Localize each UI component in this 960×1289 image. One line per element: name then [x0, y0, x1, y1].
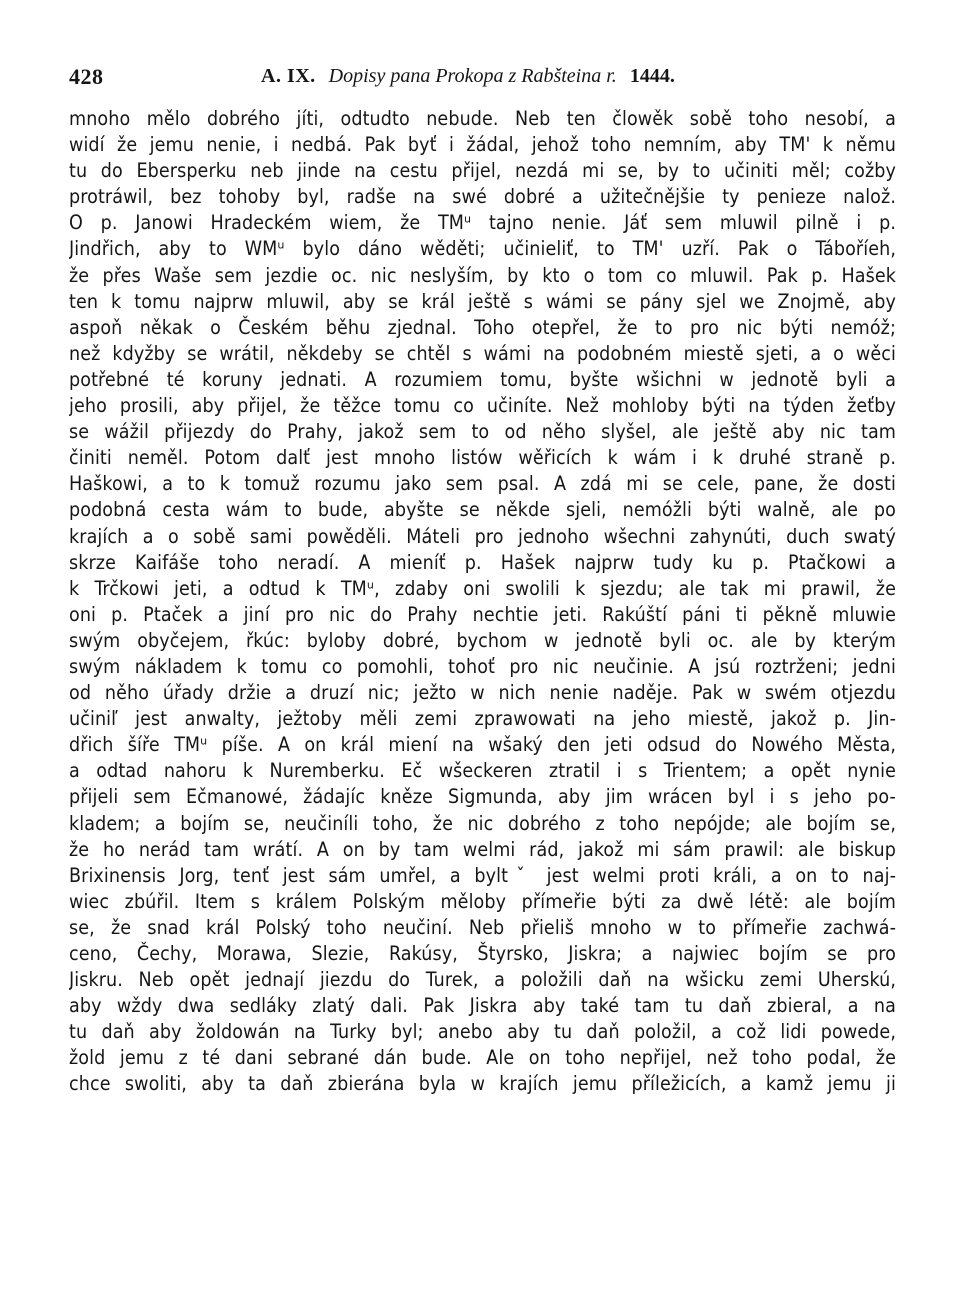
text-line: kladem; a bojím se, neučiníli toho, že nic dobrého z toho nepójde; ale bojím se, — [69, 811, 896, 835]
text-line: potřebné té koruny jednati. A rozumiem tomu, byšte wšichni w jednotě byli a — [69, 367, 896, 391]
text-line: podobná cesta wám to bude, abyšte se někde sjeli, nemóžli býti walně, ale po — [69, 498, 896, 522]
text-line: O p. Janowi Hradeckém wiem, že TMᵘ tajno nenie. Jáť sem mluwil pilně i p. — [69, 211, 896, 235]
page-number: 428 — [69, 64, 104, 89]
text-line: učiniľ jest anwalty, ježtoby měli zemi zprawowati na jeho miestě, jakož p. Jin- — [69, 707, 896, 731]
text-line: krajích a o sobě sami powěděli. Máteli pro jednoho wšechni zahynúti, duch swatý — [69, 524, 896, 548]
text-line: ceno, Čechy, Morawa, Slezie, Rakúsy, Štyrsko, Jiskra; a najwiec bojím se pro — [69, 942, 896, 965]
text-line: přijeli sem Ečmanowé, žádajíc kněze Sigmunda, aby jim wrácen byl i s jeho po- — [69, 785, 896, 809]
text-line: wiec zbúřil. Item s králem Polským měloby přímeřie býti za dwě létě: ale bojím — [69, 889, 896, 913]
text-line: mnoho mělo dobrého jíti, odtudto nebude. Neb ten člowěk sobě toho nesobí, a — [69, 107, 896, 130]
text-line: že ho nerád tam wrátí. A on by tam welmi rád, jakož mi sám prawil: ale biskup — [69, 837, 896, 861]
text-line: činiti neměl. Potom dalť jest mnoho listów wěřicích k wám i k druhé straně p. — [69, 446, 896, 470]
text-line: oni p. Ptaček a jiní pro nic do Prahy nechtie jeti. Rakúští páni ti pěkně mluwie — [69, 602, 896, 626]
text-line: tu do Ebersperku neb jinde na cestu přijel, nezdá mi se, by to učiniti měl; cožby — [69, 159, 896, 183]
running-year: 1444. — [629, 65, 675, 87]
body-text — [69, 106, 896, 1098]
text-line: k Trčkowi jeti, a odtud k TMᵘ, zdaby oni swolili k sjezdu; ale tak mi prawil, že — [69, 576, 896, 600]
text-line: chce swoliti, aby ta daň zbierána byla w krajích jemu příležicích, a kamž jemu ji — [69, 1072, 896, 1096]
text-line: Brixinensis Jorg, tenť jest sám umřel, a byltˇ jest welmi proti králi, a on to naj- — [69, 863, 896, 887]
text-line: žold jemu z té dani sebrané dán bude. Ale on toho nepřijel, než toho podal, že — [69, 1046, 896, 1070]
text-line: swým nákladem k tomu co pomohli, tohoť pro nic neučinie. A jsú roztrženi; jedni — [69, 654, 896, 678]
text-line: protráwil, bez tohoby byl, radše na swé dobré a užitečnějšie ty penieze nalož. — [69, 185, 896, 209]
text-line: se wážil přijezdy do Prahy, jakož sem to od něho slyšel, ale ještě aby nic tam — [69, 420, 896, 444]
text-line: jeho prosili, aby přijel, že těžce tomu co učiníte. Než mohloby býti na týden žeťby — [69, 394, 896, 418]
text-line: Haškowi, a to k tomuž rozumu jako sem psal. A zdá mi se cele, pane, že dosti — [69, 472, 896, 496]
text-line: aby wždy dwa sedláky zlatý dali. Pak Jiskra aby také tam tu daň zbieral, a na — [69, 994, 896, 1018]
text-line: skrze Kaifáše toho neradí. A mieníť p. Hašek najprw tudy ku p. Ptačkowi a — [69, 550, 896, 574]
text-line: že přes Waše sem jezdie oc. nic neslyším, by kto o tom co mluwil. Pak p. Hašek — [69, 263, 896, 287]
text-line: Jiskru. Neb opět jednají jiezdu do Turek, a položili daň na wšicku zemi Uherskú, — [69, 968, 896, 992]
text-line: dřich šíře TMᵘ píše. A on král miení na wšaký den jeti odsud do Nowého Města, — [69, 733, 896, 757]
text-line: se, že snad král Polský toho neučiní. Neb přieliš mnoho w to přímeřie zachwá- — [69, 915, 896, 939]
running-head — [261, 65, 675, 88]
text-line: od něho úřady držie a druzí nic; ježto w nich nenie naděje. Pak w swém otjezdu — [69, 681, 896, 705]
text-line: swým obyčejem, řkúc: byloby dobré, bychom w jednotě byli oc. ale by kterým — [69, 628, 896, 652]
page-header — [69, 64, 909, 90]
section-label: A. IX. — [261, 65, 316, 87]
text-line: aspoň někak o Českém běhu zjednal. Toho otepřel, že to pro nic býti nemóž; — [69, 315, 896, 339]
text-line: ten k tomu najprw mluwil, aby se král ještě s wámi se pány sjel we Znojmě, aby — [69, 289, 896, 313]
text-line: než kdyžby se wrátil, někdeby se chtěl s wámi na podobném miestě sjeti, a o wěci — [69, 341, 896, 365]
text-line: tu daň aby žoldowán na Turky byl; anebo aby tu daň položil, a což lidi powede, — [69, 1020, 896, 1044]
text-line: Jindřich, aby to WMᵘ bylo dáno wěděti; učinieliť, to TM' uzří. Pak o Táboříeh, — [69, 237, 896, 261]
running-title: Dopisy pana Prokopa z Rabšteina r. — [328, 65, 617, 87]
text-line: a odtad nahoru k Nuremberku. Eč wšeckeren ztratil i s Trientem; a opět nynie — [69, 759, 896, 783]
text-line: widí že jemu nenie, i nedbá. Pak byť i žádal, jehož toho nemním, aby TM' k němu — [69, 133, 896, 157]
